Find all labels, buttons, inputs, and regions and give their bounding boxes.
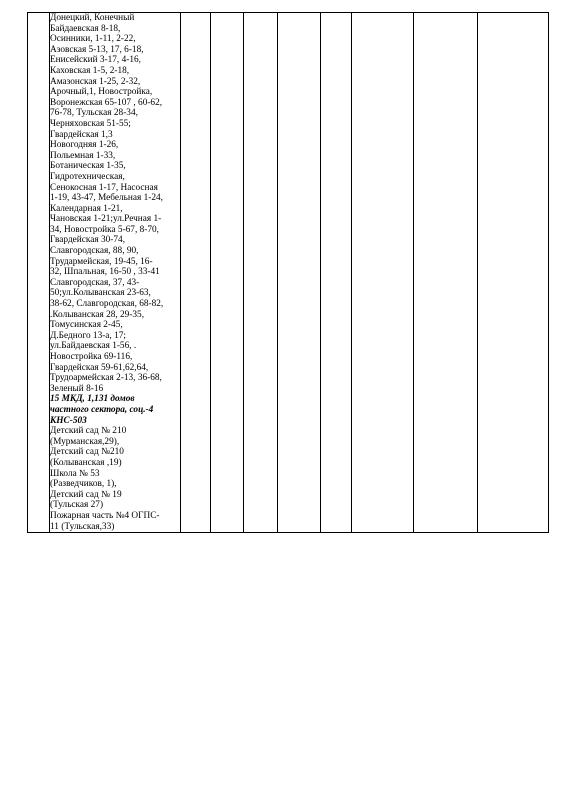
address-line: Томусинская 2-45, <box>50 320 123 331</box>
address-line: Новогодняя 1-26, <box>50 140 119 151</box>
summary-note <box>50 394 180 426</box>
empty-cell <box>211 13 244 533</box>
address-line: 32, Шпальная, 16-50 , 33-41 <box>50 267 160 278</box>
address-line: Енисейский 3-17, 4-16, <box>50 55 141 66</box>
address-cell <box>50 13 181 533</box>
empty-cell <box>278 13 321 533</box>
empty-cell <box>28 13 50 533</box>
address-line: Трудармейская, 19-45, 16- <box>50 256 153 267</box>
address-line: 76-78, Тульская 28-34, <box>50 108 138 119</box>
address-line: Азовская 5-13, 17, 6-18, <box>50 44 144 55</box>
address-line: Новостройка 69-116, <box>50 352 133 362</box>
social-object-line: Детский сад № 19 <box>50 489 122 500</box>
social-object-line: Пожарная часть №4 ОГПС- <box>50 510 160 521</box>
address-line: Сенокосная 1-17, Насосная <box>50 182 158 193</box>
address-line: Байдаевская 8-18, <box>50 23 121 34</box>
social-object-line: 11 (Тульская,33) <box>50 521 115 532</box>
summary-line: КНС-503 <box>50 415 87 426</box>
address-line: ул.Байдаевская 1-56, . <box>50 341 137 352</box>
social-objects-list <box>50 426 180 532</box>
address-line: 1-19, 43-47, Мебельная 1-24, <box>50 193 163 204</box>
empty-cell <box>181 13 211 533</box>
social-object-line: Детский сад №210 <box>50 447 124 458</box>
address-line: Гвардейская 1,3 <box>50 129 113 140</box>
social-object-line: Детский сад № 210 <box>50 426 127 437</box>
address-list <box>50 13 180 394</box>
summary-line: 15 МКД, 1,131 домов <box>50 394 135 405</box>
address-line: Чановская 1-21;ул.Речная 1- <box>50 214 162 225</box>
empty-cell <box>352 13 414 533</box>
address-line: Осинники, 1-11, 2-22, <box>50 34 136 45</box>
address-line: Польемная 1-33, <box>50 150 116 161</box>
address-line: Трудоармейская 2-13, 36-68, <box>50 373 162 384</box>
address-line: 38-62, Славгородская, 68-82, <box>50 299 164 310</box>
social-object-line: (Тульская 27) <box>50 500 104 511</box>
address-line: Амазонская 1-25, 2-32, <box>50 76 141 87</box>
address-line: 50;ул.Колыванская 23-63, <box>50 288 151 299</box>
address-line: Каховская 1-5, 2-18, <box>50 65 130 76</box>
address-line: Черняховская 51-55; <box>50 118 131 129</box>
social-object-line: (Мурманская,29), <box>50 436 120 447</box>
address-line: Д.Бедного 13-а, 17; <box>50 330 126 341</box>
empty-cell <box>321 13 352 533</box>
empty-cell <box>414 13 478 533</box>
address-line: Ботаническая 1-35, <box>50 161 126 172</box>
empty-cell <box>244 13 278 533</box>
address-line: .Колыванская 28, 29-35, <box>50 309 145 320</box>
address-line: Донецкий, Конечный <box>50 13 135 23</box>
address-line: Арочный,1, Новостройка, <box>50 87 153 98</box>
address-line: Славгородская, 37, 43- <box>50 277 140 288</box>
address-line: Зеленый 8-16 <box>50 383 104 394</box>
address-line: Славгородская, 88, 90, <box>50 246 139 257</box>
summary-line: частного сектора, соц.-4 <box>50 404 154 415</box>
address-line: Гвардейская 30-74, <box>50 235 126 246</box>
address-line: Календарная 1-21, <box>50 203 123 214</box>
address-line: Гидротехническая, <box>50 171 125 182</box>
social-object-line: Школа № 53 <box>50 468 100 479</box>
address-line: 34, Новостройка 5-67, 8-70, <box>50 224 159 235</box>
address-line: Гвардейская 59-61,62,64, <box>50 362 149 373</box>
social-object-line: (Разведчиков, 1), <box>50 479 117 490</box>
table-row <box>28 13 549 533</box>
social-object-line: (Колыванская ,19) <box>50 457 122 468</box>
empty-cell <box>478 13 549 533</box>
address-line: Воронежская 65-107 , 60-62, <box>50 97 163 108</box>
outage-table <box>27 12 549 533</box>
